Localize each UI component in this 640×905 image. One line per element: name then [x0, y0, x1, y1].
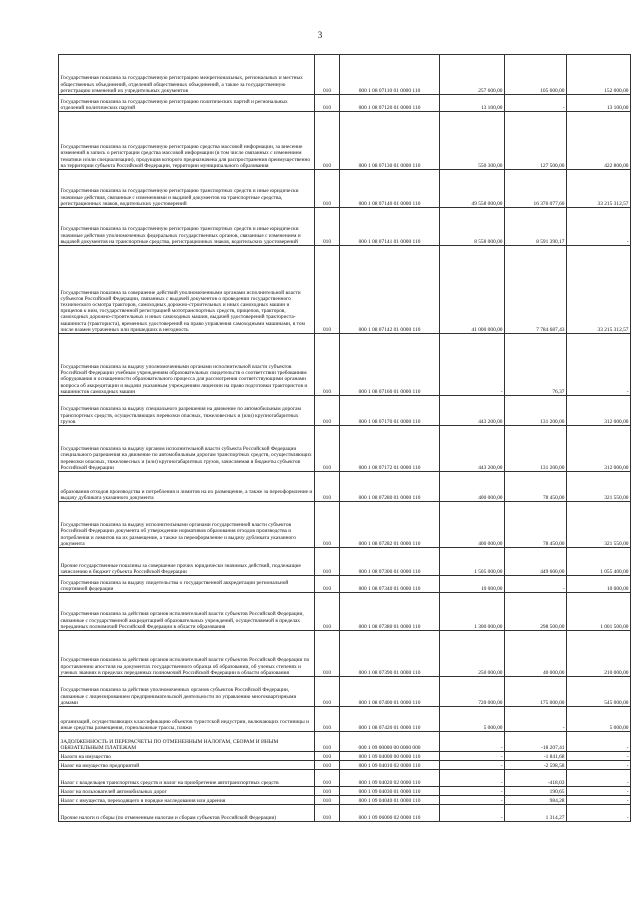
row-rest-cell: 312 000,00	[567, 396, 631, 426]
table-row	[59, 770, 631, 787]
row-fact-cell: 40 000,00	[505, 631, 567, 677]
row-rest-cell: 10 000,00	[567, 576, 631, 593]
row-code-cell: 010	[315, 426, 340, 472]
row-code-cell: 010	[315, 677, 340, 707]
row-fact-cell: 105 600,00	[505, 55, 567, 95]
row-plan-cell: -	[440, 796, 505, 805]
row-plan-cell: 8 558 000,00	[440, 208, 505, 246]
table-row	[59, 472, 631, 502]
row-plan-cell: 41 000 000,00	[440, 246, 505, 334]
row-code-cell: 010	[315, 770, 340, 787]
row-code-cell: 010	[315, 752, 340, 761]
row-fact-cell: 76,37	[505, 334, 567, 396]
row-plan-cell: 49 558 000,00	[440, 170, 505, 208]
row-name-cell: Налог на имущество предприятий	[59, 761, 315, 770]
row-name-cell: Налог с имущества, переходящего в порядке наследования или дарения	[59, 796, 315, 805]
row-kbk-cell: 000 1 08 07142 01 0000 110	[340, 246, 440, 334]
row-kbk-cell: 000 1 09 04010 02 0000 110	[340, 761, 440, 770]
row-name-cell: Налоги на имущество	[59, 752, 315, 761]
row-code-cell: 010	[315, 396, 340, 426]
row-rest-cell: 33 215 312,57	[567, 246, 631, 334]
table-row	[59, 95, 631, 112]
row-fact-cell: 78 450,00	[505, 472, 567, 502]
row-fact-cell: 8 591 390,17	[505, 208, 567, 246]
row-name-cell: Государственная пошлина за выдачу исполнительными органами государственной власти субъектов Российской Федерации документа об утверждении нормативов образования отходов производства и потребления и лимитов на их размещение, а также за переоформление и выдачу дубликата указанного документа	[59, 502, 315, 548]
row-name-cell: Государственная пошлина за совершение действий уполномоченными органами исполнительной власти субъектов Российской Федерации, связанных с выдачей документов о проведении государственного технического осмотра тракторов, самоходных дорожно-строительных и иных самоходных машин и прицепов к ним, государственной регистрацией мототранспортных средств, прицепов, тракторов, самоходных дорожно-строительных и иных самоходных машин, выдачей удостоверений тракториста-машиниста (тракториста), временных удостоверений на право управления самоходными машинами, в том числе взамен утраченных или пришедших в негодность	[59, 246, 315, 334]
table-row	[59, 426, 631, 472]
row-name-cell: Государственная пошлина за выдачу органом исполнительной власти субъекта Российской Федерации специального разрешения на движение по автомобильным дорогам транспортных средств, осуществляющих перевозки опасных, тяжеловесных и (или) крупногабаритных грузов, зачисляемая в бюджеты субъектов Российской Федерации	[59, 426, 315, 472]
row-code-cell: 010	[315, 95, 340, 112]
row-plan-cell: -	[440, 761, 505, 770]
row-plan-cell: 443 200,00	[440, 396, 505, 426]
table-row	[59, 732, 631, 752]
row-plan-cell: 10 000,00	[440, 576, 505, 593]
row-plan-cell: -	[440, 770, 505, 787]
row-fact-cell: 7 784 687,43	[505, 246, 567, 334]
row-plan-cell: 257 600,00	[440, 55, 505, 95]
table-row	[59, 677, 631, 707]
row-fact-cell: 175 000,00	[505, 677, 567, 707]
row-fact-cell: -418,03	[505, 770, 567, 787]
row-rest-cell: 321 550,00	[567, 502, 631, 548]
row-rest-cell: -	[567, 752, 631, 761]
row-fact-cell: 131 200,00	[505, 426, 567, 472]
row-plan-cell: 13 100,00	[440, 95, 505, 112]
row-name-cell: Государственная пошлина за действия органов исполнительной власти субъектов Российской Федерации по проставлению апостиля на документах государственного образца об образовании, об ученых степенях и ученых званиях в пределах переданных полномочий Российской Федерации в области образования	[59, 631, 315, 677]
row-fact-cell: 127 500,00	[505, 112, 567, 170]
row-fact-cell: 1 314,27	[505, 805, 567, 822]
row-plan-cell: 720 000,00	[440, 677, 505, 707]
row-rest-cell: 1 055 400,00	[567, 548, 631, 576]
row-plan-cell: 400 000,00	[440, 472, 505, 502]
row-plan-cell: -	[440, 752, 505, 761]
revenue-table-body	[59, 55, 631, 822]
row-name-cell: Государственная пошлина за выдачу свидетельства о государственной аккредитации региональной спортивной федерации	[59, 576, 315, 593]
table-row	[59, 502, 631, 548]
row-plan-cell: -	[440, 334, 505, 396]
row-code-cell: 010	[315, 472, 340, 502]
row-kbk-cell: 000 1 08 07280 01 0000 110	[340, 472, 440, 502]
row-fact-cell: -1 841,68	[505, 752, 567, 761]
row-rest-cell: 152 000,00	[567, 55, 631, 95]
row-name-cell: Государственная пошлина за действия уполномоченных органов субъектов Российской Федерации, связанные с лицензированием предпринимательской деятельности по управлению многоквартирными домами	[59, 677, 315, 707]
row-name-cell: Государственная пошлина за государственную регистрацию средства массовой информации, за внесение изменений в запись о регистрации средства массовой информации (в том числе связанных с изменением тематики и/или специализации), продукция которого предназначена для распространения преимущественно на территории субъекта Российской Федерации, территории муниципального образования	[59, 112, 315, 170]
table-row	[59, 787, 631, 796]
row-rest-cell: -	[567, 334, 631, 396]
row-rest-cell: 422 800,00	[567, 112, 631, 170]
row-kbk-cell: 000 1 08 07140 01 0000 110	[340, 170, 440, 208]
row-name-cell: Налог с владельцев транспортных средств и налог на приобретение автотранспортных средств	[59, 770, 315, 787]
revenue-table	[58, 54, 631, 822]
row-kbk-cell: 000 1 09 04030 01 0000 110	[340, 787, 440, 796]
table-row	[59, 576, 631, 593]
row-kbk-cell: 000 1 08 07120 01 0000 110	[340, 95, 440, 112]
row-kbk-cell: 000 1 09 04020 02 0000 110	[340, 770, 440, 787]
row-kbk-cell: 000 1 08 07170 01 0000 110	[340, 396, 440, 426]
row-kbk-cell: 000 1 08 07340 01 0000 110	[340, 576, 440, 593]
row-fact-cell: 298 500,00	[505, 593, 567, 631]
row-name-cell: Налог на пользователей автомобильных дорог	[59, 787, 315, 796]
row-fact-cell: 16 376 077,60	[505, 170, 567, 208]
table-row	[59, 246, 631, 334]
row-plan-cell: 1 300 000,00	[440, 593, 505, 631]
row-name-cell: Прочие государственные пошлины за совершение прочих юридически значимых действий, подлежащие зачислению в бюджет субъекта Российской Федерации	[59, 548, 315, 576]
row-rest-cell: 210 000,00	[567, 631, 631, 677]
row-fact-cell: 190,65	[505, 787, 567, 796]
row-kbk-cell: 000 1 08 07282 01 0000 110	[340, 502, 440, 548]
row-kbk-cell: 000 1 08 07141 01 0000 110	[340, 208, 440, 246]
row-plan-cell: 1 505 000,00	[440, 548, 505, 576]
row-name-cell: Государственная пошлина за государственную регистрацию межрегиональных, региональных и местных общественных объединений, отделений общественных объединений, а также за государственную регистрацию изменений их учредительных документов	[59, 55, 315, 95]
row-plan-cell: 550 300,00	[440, 112, 505, 170]
row-code-cell: 010	[315, 631, 340, 677]
row-rest-cell: -	[567, 761, 631, 770]
row-code-cell: 010	[315, 55, 340, 95]
table-row	[59, 548, 631, 576]
row-fact-cell: 449 600,00	[505, 548, 567, 576]
row-code-cell: 010	[315, 548, 340, 576]
row-code-cell: 010	[315, 787, 340, 796]
row-fact-cell: -18 207,41	[505, 732, 567, 752]
row-name-cell: Государственная пошлина за государственную регистрацию политических партий и региональных отделений политических партий	[59, 95, 315, 112]
row-name-cell: Прочие налоги и сборы (по отмененным налогам и сборам субъектов Российской Федерации)	[59, 805, 315, 822]
row-plan-cell: 400 000,00	[440, 502, 505, 548]
row-plan-cell: 250 000,00	[440, 631, 505, 677]
table-row	[59, 593, 631, 631]
row-fact-cell: -	[505, 576, 567, 593]
row-code-cell: 010	[315, 707, 340, 732]
table-row	[59, 752, 631, 761]
row-plan-cell: -	[440, 732, 505, 752]
table-row	[59, 805, 631, 822]
row-kbk-cell: 000 1 08 07390 01 0000 110	[340, 631, 440, 677]
row-plan-cell: -	[440, 787, 505, 796]
row-kbk-cell: 000 1 09 04040 01 0000 110	[340, 796, 440, 805]
row-rest-cell: 33 215 312,57	[567, 170, 631, 208]
row-rest-cell: 545 000,00	[567, 677, 631, 707]
row-kbk-cell: 000 1 09 00000 00 0000 000	[340, 732, 440, 752]
row-rest-cell: 312 000,00	[567, 426, 631, 472]
row-rest-cell: -	[567, 208, 631, 246]
row-code-cell: 010	[315, 208, 340, 246]
row-code-cell: 010	[315, 170, 340, 208]
table-row	[59, 334, 631, 396]
table-row	[59, 761, 631, 770]
table-row	[59, 112, 631, 170]
table-row	[59, 55, 631, 95]
row-kbk-cell: 000 1 08 07400 01 0000 110	[340, 677, 440, 707]
table-row	[59, 208, 631, 246]
table-row	[59, 707, 631, 732]
row-name-cell: образования отходов производства и потребления и лимитов на их размещение, а также за переоформление и выдачу дубликата указанного документа	[59, 472, 315, 502]
page-number: 3	[317, 30, 323, 40]
row-kbk-cell: 000 1 08 07172 01 0000 110	[340, 426, 440, 472]
row-fact-cell: -	[505, 707, 567, 732]
row-code-cell: 010	[315, 796, 340, 805]
row-name-cell: Государственная пошлина за действия органов исполнительной власти субъектов Российской Федерации, связанные с государственной аккредитацией образовательных учреждений, осуществляемой в пределах переданных полномочий Российской Федерации в области образования	[59, 593, 315, 631]
row-fact-cell: -	[505, 95, 567, 112]
table-row	[59, 796, 631, 805]
row-rest-cell: 13 100,00	[567, 95, 631, 112]
row-rest-cell: -	[567, 787, 631, 796]
row-rest-cell: 321 550,00	[567, 472, 631, 502]
row-code-cell: 010	[315, 246, 340, 334]
row-rest-cell: -	[567, 732, 631, 752]
row-name-cell: Государственная пошлина за выдачу уполномоченными органами исполнительной власти субъектов Российской Федерации учебным учреждениям образовательных свидетельств о соответствии требованиям оборудования и оснащенности образовательного процесса для рассмотрения соответствующими органами вопроса об аккредитации и выдачи указанным учреждениям лицензии на право подготовки трактористов и машинистов самоходных машин	[59, 334, 315, 396]
row-kbk-cell: 000 1 08 07300 01 0000 110	[340, 548, 440, 576]
row-code-cell: 010	[315, 502, 340, 548]
row-name-cell: Государственная пошлина за государственную регистрацию транспортных средств и иные юридически значимые действия уполномоченных федеральных государственных органов, связанные с изменением и выдачей документов на транспортные средства, регистрационных знаков, водительских удостоверений	[59, 208, 315, 246]
row-fact-cell: 78 450,00	[505, 502, 567, 548]
row-kbk-cell: 000 1 09 06000 02 0000 110	[340, 805, 440, 822]
row-plan-cell: 5 000,00	[440, 707, 505, 732]
row-kbk-cell: 000 1 08 07110 01 0000 110	[340, 55, 440, 95]
row-plan-cell: 443 200,00	[440, 426, 505, 472]
table-row	[59, 170, 631, 208]
row-code-cell: 010	[315, 732, 340, 752]
row-plan-cell: -	[440, 805, 505, 822]
row-rest-cell: 5 000,00	[567, 707, 631, 732]
row-code-cell: 010	[315, 112, 340, 170]
row-fact-cell: 984,28	[505, 796, 567, 805]
row-kbk-cell: 000 1 08 07420 01 0000 110	[340, 707, 440, 732]
row-rest-cell: -	[567, 796, 631, 805]
table-row	[59, 396, 631, 426]
table-row	[59, 631, 631, 677]
row-code-cell: 010	[315, 593, 340, 631]
row-rest-cell: -	[567, 770, 631, 787]
row-code-cell: 010	[315, 334, 340, 396]
row-kbk-cell: 000 1 09 04000 00 0000 110	[340, 752, 440, 761]
row-name-cell: ЗАДОЛЖЕННОСТЬ И ПЕРЕРАСЧЕТЫ ПО ОТМЕНЕННЫМ НАЛОГАМ, СБОРАМ И ИНЫМ ОБЯЗАТЕЛЬНЫМ ПЛАТЕЖАМ	[59, 732, 315, 752]
row-name-cell: Государственная пошлина за выдачу специального разрешения на движение по автомобильным дорогам транспортных средств, осуществляющих перевозки опасных, тяжеловесных и (или) крупногабаритных грузов	[59, 396, 315, 426]
row-name-cell: организаций, осуществляющих классификацию объектов туристской индустрии, включающих гостиницы и иные средства размещения, горнолыжные трассы, пляжи	[59, 707, 315, 732]
row-rest-cell: -	[567, 805, 631, 822]
row-kbk-cell: 000 1 08 07130 01 0000 110	[340, 112, 440, 170]
row-fact-cell: 131 200,00	[505, 396, 567, 426]
row-code-cell: 010	[315, 761, 340, 770]
row-code-cell: 010	[315, 805, 340, 822]
row-code-cell: 010	[315, 576, 340, 593]
row-fact-cell: -2 598,58	[505, 761, 567, 770]
row-kbk-cell: 000 1 08 07160 01 0000 110	[340, 334, 440, 396]
row-name-cell: Государственная пошлина за государственную регистрацию транспортных средств и иные юридически значимые действия, связанные с изменениями и выдачей документов на транспортные средства, регистрационных знаков, водительских удостоверений	[59, 170, 315, 208]
row-kbk-cell: 000 1 08 07380 01 0000 110	[340, 593, 440, 631]
row-rest-cell: 1 001 500,00	[567, 593, 631, 631]
